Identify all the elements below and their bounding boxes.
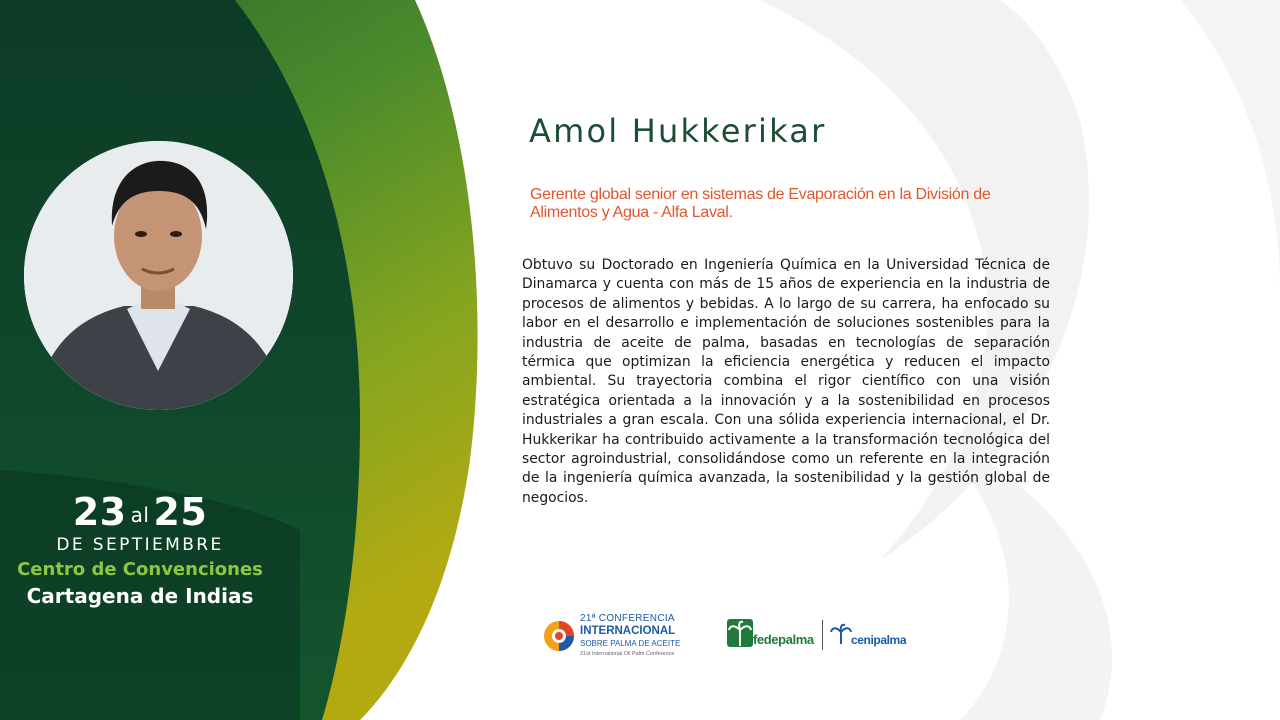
- conference-logo-line3: SOBRE PALMA DE ACEITE: [580, 639, 681, 648]
- conference-logo-line1: 21ª CONFERENCIA: [580, 613, 675, 624]
- event-month: DE SEPTIEMBRE: [56, 534, 224, 555]
- speaker-bio: Obtuvo su Doctorado en Ingeniería Química en la Universidad Técnica de Dinamarca y cuenta con más de 15 años de experiencia en la industria de procesos de alimentos y bebidas. A lo largo de su carrera, ha enfocado su labor en el desarrollo e implementación de soluciones sostenibles para la industria de aceite de palma, basadas en tecnologías de separación térmica que optimizan la eficiencia energética y reducen el impacto ambiental. Su trayectoria combina el rigor científico con una visión estratégica orientada a la innovación y a la sostenibilidad en procesos industriales a gran escala. Con una sólida experiencia internacional, el Dr. Hukkerikar ha contribuido activamente a la transformación tecnológica del sector agroindustrial, consolidándose como un referente en la integración de la ingeniería química avanzada, la sostenibilidad y la gestión global de negocios.: [522, 257, 1050, 506]
- event-city: Cartagena de Indias: [26, 583, 254, 608]
- conference-logo-line4: 21st International Oil Palm Conference: [580, 651, 675, 657]
- event-venue: Centro de Convenciones: [17, 558, 263, 580]
- date-end: 25: [153, 490, 208, 534]
- conference-emblem-icon: [543, 620, 575, 652]
- logo-divider: [822, 620, 823, 650]
- fedepalma-wordmark: fedepalma: [753, 632, 814, 647]
- event-dates: [0, 490, 280, 537]
- speaker-portrait: [24, 141, 293, 410]
- palm-leaf-icon: [830, 623, 852, 645]
- cenipalma-logo: [830, 620, 910, 652]
- date-joiner: al: [130, 502, 150, 527]
- conference-logo-line2: INTERNACIONAL: [580, 625, 676, 637]
- bg-swirl-2: [1180, 0, 1280, 300]
- date-start: 23: [72, 490, 127, 534]
- speaker-name: Amol Hukkerikar: [529, 112, 827, 150]
- palm-tree-icon: [726, 618, 754, 648]
- event-info: [0, 490, 280, 608]
- speaker-role: Gerente global senior en sistemas de Evaporación en la División de Alimentos y Agua - Alfa Laval.: [530, 186, 991, 221]
- speaker-photo: [24, 141, 293, 410]
- fedepalma-logo: [726, 618, 826, 650]
- conference-logo: [543, 612, 693, 662]
- cenipalma-wordmark: cenipalma: [851, 633, 907, 647]
